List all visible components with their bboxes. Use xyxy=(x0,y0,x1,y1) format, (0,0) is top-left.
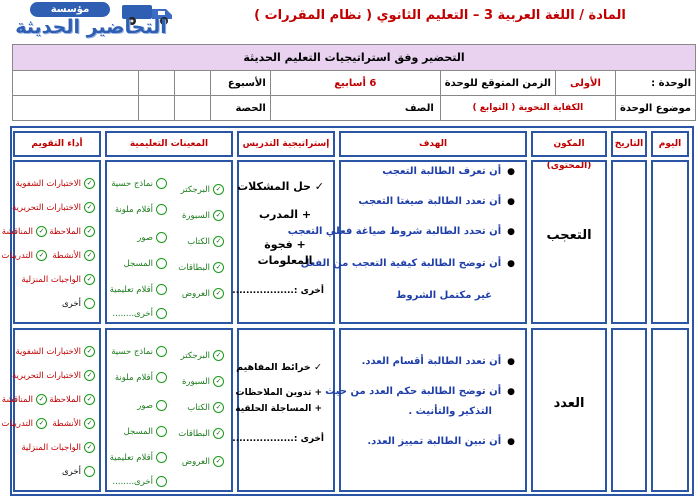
check-circle-icon: ✓ xyxy=(84,418,95,429)
row1-assess-other[interactable]: أخرى xyxy=(62,298,95,309)
row1-aid-recorder[interactable]: المسجل xyxy=(124,258,167,269)
row2-aid-cards[interactable]: ✓ البطاقات xyxy=(178,428,224,439)
row1-goal-3: ●أن تحدد الطالبة شروط صياغة فعلي التعجب xyxy=(287,226,515,237)
check-circle-icon: ✓ xyxy=(213,262,224,273)
row1-goal-4: ●أن توضح الطالبة كيفية التعجب من الفعل xyxy=(300,258,515,269)
row1-goal-5: غير مكتمل الشروط xyxy=(396,290,492,301)
row2-assess-activities[interactable]: ✓ الأنشطة xyxy=(52,418,95,429)
row1-assess-activities[interactable]: ✓ الأنشطة xyxy=(52,250,95,261)
header-aids: المعينات التعليمية xyxy=(105,131,233,157)
row1-aid-presentations[interactable]: ✓ العروض xyxy=(182,288,224,299)
check-circle-icon: ✓ xyxy=(36,394,47,405)
row1-aid-board[interactable]: ✓ السبورة xyxy=(182,210,224,221)
header-day: اليوم xyxy=(651,131,689,157)
unit-info-table xyxy=(12,44,696,121)
row2-strategy-3: + المساجلة الحلقية xyxy=(235,404,322,414)
row1-aid-projector[interactable]: ✓ البرجكتر xyxy=(181,184,224,195)
logo-subtitle: مؤسسة xyxy=(30,2,110,17)
row2-goal-1: ●أن تعدد الطالبة أقسام العدد. xyxy=(361,356,515,367)
check-circle-icon: ✓ xyxy=(213,210,224,221)
row1-assess-observation[interactable]: ✓ الملاحظة xyxy=(49,226,95,237)
header-date: التاريخ xyxy=(611,131,647,157)
row2-day-cell xyxy=(651,328,689,492)
row1-strategy-4: المعلومات xyxy=(257,254,313,267)
circle-icon xyxy=(156,178,167,189)
period-label: الحصة xyxy=(210,96,270,121)
week-label: الأسبوع xyxy=(210,71,270,96)
circle-icon xyxy=(156,204,167,215)
check-circle-icon: ✓ xyxy=(213,428,224,439)
circle-icon xyxy=(156,308,167,319)
row2-aid-models[interactable]: نماذج حسية xyxy=(111,346,167,357)
row2-strategy-1: ✓ خرائط المفاهيم xyxy=(236,362,322,373)
bullet-icon: ● xyxy=(507,437,515,447)
row2-aid-edu-pens[interactable]: أقلام تعليمية xyxy=(110,452,167,463)
check-circle-icon: ✓ xyxy=(213,376,224,387)
row2-goal-2: ●أن توضح الطالبة حكم العدد من حيث xyxy=(325,386,515,397)
circle-icon xyxy=(156,452,167,463)
row1-aid-other[interactable]: أخرى........ xyxy=(112,308,167,319)
row2-aid-projector[interactable]: ✓ البرجكتر xyxy=(181,350,224,361)
bullet-icon: ● xyxy=(507,197,515,207)
check-circle-icon: ✓ xyxy=(84,370,95,381)
check-circle-icon: ✓ xyxy=(84,250,95,261)
row2-aid-images[interactable]: صور xyxy=(137,400,167,411)
row1-date-cell xyxy=(611,160,647,324)
row2-date-cell xyxy=(611,328,647,492)
circle-icon xyxy=(156,400,167,411)
bullet-icon: ● xyxy=(507,167,515,177)
class-label: الصف xyxy=(270,96,440,121)
unit-label: الوحدة : xyxy=(615,71,695,96)
check-circle-icon: ✓ xyxy=(84,202,95,213)
row1-day-cell xyxy=(651,160,689,324)
unit-value: الأولى xyxy=(555,71,615,96)
topic-label: موضوع الوحدة xyxy=(615,96,695,121)
row2-assess-exercises[interactable]: ✓ التدريبات xyxy=(1,418,47,429)
check-circle-icon: ✓ xyxy=(36,226,47,237)
row2-goal-3: التذكير والتأنيث . xyxy=(408,406,492,417)
circle-icon xyxy=(84,466,95,477)
bullet-icon: ● xyxy=(507,259,515,269)
circle-icon xyxy=(84,298,95,309)
row1-assess-discussion[interactable]: ✓ المناقشة xyxy=(2,226,47,237)
row2-other: أخرى :.................. xyxy=(232,434,324,444)
time-value: 6 أسابيع xyxy=(270,71,440,96)
row2-assess-observation[interactable]: ✓ الملاحظة xyxy=(49,394,95,405)
row1-assess-homework[interactable]: ✓ الواجبات المنزلية xyxy=(21,274,95,285)
row2-assess-homework[interactable]: ✓ الواجبات المنزلية xyxy=(21,442,95,453)
row1-assess-oral[interactable]: ✓ الاختبارات الشفوية xyxy=(15,178,95,189)
logo xyxy=(2,2,180,42)
check-circle-icon: ✓ xyxy=(84,274,95,285)
check-circle-icon: ✓ xyxy=(213,456,224,467)
circle-icon xyxy=(156,476,167,487)
row2-assess-discussion[interactable]: ✓ المناقشة xyxy=(2,394,47,405)
bullet-icon: ● xyxy=(507,227,515,237)
row1-aid-models[interactable]: نماذج حسية xyxy=(111,178,167,189)
row1-aid-cards[interactable]: ✓ البطاقات xyxy=(178,262,224,273)
header-strategy: إستراتيجية التدريس xyxy=(237,131,335,157)
check-circle-icon: ✓ xyxy=(213,402,224,413)
bullet-icon: ● xyxy=(507,387,515,397)
check-circle-icon: ✓ xyxy=(213,236,224,247)
circle-icon xyxy=(156,346,167,357)
row1-strategy-1: ✓ حل المشكلات xyxy=(237,180,324,193)
row2-aid-board[interactable]: ✓ السبورة xyxy=(182,376,224,387)
check-circle-icon: ✓ xyxy=(213,350,224,361)
row1-component: التعجب xyxy=(546,228,592,243)
check-circle-icon: ✓ xyxy=(84,394,95,405)
row1-aid-book[interactable]: ✓ الكتاب xyxy=(187,236,224,247)
row2-assess-other[interactable]: أخرى xyxy=(62,466,95,477)
row1-aid-images[interactable]: صور xyxy=(137,232,167,243)
info-title: التحضير وفق استراتيجيات التعليم الحديثة xyxy=(13,45,696,71)
row1-assess-exercises[interactable]: ✓ التدريبات xyxy=(1,250,47,261)
subject-title: المادة / اللغة العربية 3 – التعليم الثانوي ( نظام المقررات ) xyxy=(254,8,626,23)
check-circle-icon: ✓ xyxy=(84,178,95,189)
check-circle-icon: ✓ xyxy=(84,442,95,453)
check-circle-icon: ✓ xyxy=(84,346,95,357)
time-label: الزمن المتوقع للوحدة xyxy=(440,71,555,96)
circle-icon xyxy=(156,258,167,269)
header-assessment: أداء التقويم xyxy=(13,131,101,157)
row2-aid-recorder[interactable]: المسجل xyxy=(124,426,167,437)
row2-aid-other[interactable]: أخرى........ xyxy=(112,476,167,487)
row2-aid-book[interactable]: ✓ الكتاب xyxy=(187,402,224,413)
circle-icon xyxy=(156,284,167,295)
header-goal: الهدف xyxy=(339,131,527,157)
row1-strategy-2: + المدرب xyxy=(258,208,312,221)
row2-goal-4: ●أن تبين الطالبة تمييز العدد. xyxy=(367,436,515,447)
row2-aid-presentations[interactable]: ✓ العروض xyxy=(182,456,224,467)
check-circle-icon: ✓ xyxy=(36,418,47,429)
row1-goal-1: ●أن تعرف الطالبة التعجب xyxy=(382,166,515,177)
check-circle-icon: ✓ xyxy=(84,226,95,237)
bullet-icon: ● xyxy=(507,357,515,367)
row2-assess-oral[interactable]: ✓ الاختبارات الشفوية xyxy=(15,346,95,357)
check-circle-icon: ✓ xyxy=(36,250,47,261)
check-circle-icon: ✓ xyxy=(213,288,224,299)
circle-icon xyxy=(156,426,167,437)
row1-assess-written[interactable]: ✓ الاختبارات التحريرية xyxy=(12,202,95,213)
row2-component: العدد xyxy=(553,396,585,411)
check-circle-icon: ✓ xyxy=(213,184,224,195)
circle-icon xyxy=(156,232,167,243)
circle-icon xyxy=(156,372,167,383)
row2-assess-written[interactable]: ✓ الاختبارات التحريرية xyxy=(12,370,95,381)
row1-aid-colored-pens[interactable]: أقلام ملونة xyxy=(115,204,167,215)
row2-strategy-2: + تدوين الملاحظات xyxy=(235,388,322,398)
header-component: المكون (المحتوى) xyxy=(531,131,607,157)
row1-aid-edu-pens[interactable]: أقلام تعليمية xyxy=(110,284,167,295)
logo-text: التحاضير الحديثة xyxy=(15,16,167,38)
row1-strategy-3: + فجوة xyxy=(264,238,306,251)
row1-goal-2: ●أن تعدد الطالبة صيغتا التعجب xyxy=(358,196,515,207)
lesson-plan-grid xyxy=(1,126,694,496)
row2-aid-colored-pens[interactable]: أقلام ملونة xyxy=(115,372,167,383)
topic-value: الكفاية النحوية ( التوابع ) xyxy=(440,96,615,121)
row1-other: أخرى :.................. xyxy=(232,286,324,296)
